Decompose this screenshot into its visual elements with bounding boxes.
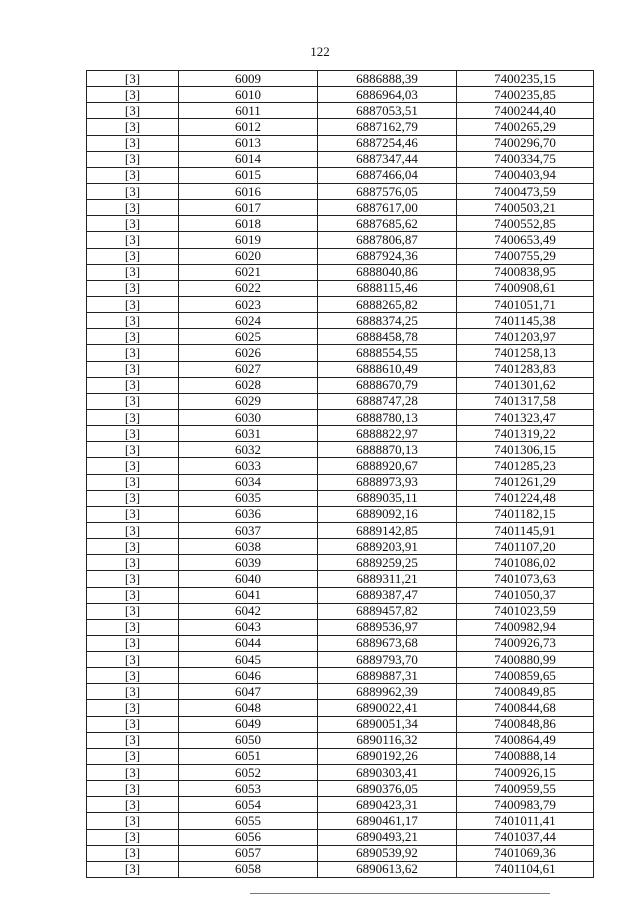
section-ref-cell: [3] — [87, 232, 179, 248]
y-coordinate-cell: 7401104,61 — [457, 861, 594, 877]
section-ref-cell: [3] — [87, 345, 179, 361]
point-number-cell: 6057 — [179, 845, 318, 861]
y-coordinate-cell: 7400403,94 — [457, 167, 594, 183]
x-coordinate-cell: 6890539,92 — [318, 845, 457, 861]
y-coordinate-cell: 7400983,79 — [457, 797, 594, 813]
section-ref-cell: [3] — [87, 409, 179, 425]
x-coordinate-cell: 6888554,55 — [318, 345, 457, 361]
section-ref-cell: [3] — [87, 619, 179, 635]
y-coordinate-cell: 7400244,40 — [457, 103, 594, 119]
section-ref-cell: [3] — [87, 280, 179, 296]
section-ref-cell: [3] — [87, 539, 179, 555]
y-coordinate-cell: 7401224,48 — [457, 490, 594, 506]
footer-rule — [250, 893, 550, 894]
section-ref-cell: [3] — [87, 716, 179, 732]
y-coordinate-cell: 7401050,37 — [457, 587, 594, 603]
section-ref-cell: [3] — [87, 313, 179, 329]
x-coordinate-cell: 6889887,31 — [318, 668, 457, 684]
x-coordinate-cell: 6888610,49 — [318, 361, 457, 377]
table-row — [87, 345, 594, 361]
point-number-cell: 6037 — [179, 522, 318, 538]
table-row — [87, 329, 594, 345]
point-number-cell: 6034 — [179, 474, 318, 490]
table-row — [87, 571, 594, 587]
y-coordinate-cell: 7400265,29 — [457, 119, 594, 135]
point-number-cell: 6030 — [179, 409, 318, 425]
point-number-cell: 6053 — [179, 781, 318, 797]
y-coordinate-cell: 7401317,58 — [457, 393, 594, 409]
section-ref-cell: [3] — [87, 361, 179, 377]
point-number-cell: 6036 — [179, 506, 318, 522]
x-coordinate-cell: 6888822,97 — [318, 426, 457, 442]
y-coordinate-cell: 7400235,15 — [457, 71, 594, 87]
table-row — [87, 539, 594, 555]
y-coordinate-cell: 7401323,47 — [457, 409, 594, 425]
y-coordinate-cell: 7400888,14 — [457, 748, 594, 764]
table-row — [87, 167, 594, 183]
table-row — [87, 635, 594, 651]
section-ref-cell: [3] — [87, 829, 179, 845]
x-coordinate-cell: 6890376,05 — [318, 781, 457, 797]
x-coordinate-cell: 6890493,21 — [318, 829, 457, 845]
x-coordinate-cell: 6889203,91 — [318, 539, 457, 555]
x-coordinate-cell: 6888458,78 — [318, 329, 457, 345]
y-coordinate-cell: 7401107,20 — [457, 539, 594, 555]
y-coordinate-cell: 7400982,94 — [457, 619, 594, 635]
y-coordinate-cell: 7400296,70 — [457, 135, 594, 151]
y-coordinate-cell: 7400880,99 — [457, 652, 594, 668]
table-row — [87, 716, 594, 732]
table-row — [87, 232, 594, 248]
point-number-cell: 6048 — [179, 700, 318, 716]
table-row — [87, 813, 594, 829]
y-coordinate-cell: 7401301,62 — [457, 377, 594, 393]
section-ref-cell: [3] — [87, 216, 179, 232]
section-ref-cell: [3] — [87, 296, 179, 312]
y-coordinate-cell: 7400838,95 — [457, 264, 594, 280]
y-coordinate-cell: 7400473,59 — [457, 183, 594, 199]
point-number-cell: 6017 — [179, 200, 318, 216]
y-coordinate-cell: 7401069,36 — [457, 845, 594, 861]
section-ref-cell: [3] — [87, 571, 179, 587]
table-row — [87, 781, 594, 797]
table-row — [87, 361, 594, 377]
point-number-cell: 6023 — [179, 296, 318, 312]
table-row — [87, 393, 594, 409]
section-ref-cell: [3] — [87, 522, 179, 538]
point-number-cell: 6045 — [179, 652, 318, 668]
x-coordinate-cell: 6888040,86 — [318, 264, 457, 280]
x-coordinate-cell: 6887617,00 — [318, 200, 457, 216]
x-coordinate-cell: 6887576,05 — [318, 183, 457, 199]
point-number-cell: 6018 — [179, 216, 318, 232]
x-coordinate-cell: 6888973,93 — [318, 474, 457, 490]
table-row — [87, 845, 594, 861]
section-ref-cell: [3] — [87, 119, 179, 135]
point-number-cell: 6056 — [179, 829, 318, 845]
table-row — [87, 458, 594, 474]
section-ref-cell: [3] — [87, 555, 179, 571]
y-coordinate-cell: 7400864,49 — [457, 732, 594, 748]
table-row — [87, 668, 594, 684]
section-ref-cell: [3] — [87, 765, 179, 781]
section-ref-cell: [3] — [87, 587, 179, 603]
x-coordinate-cell: 6889673,68 — [318, 635, 457, 651]
table-row — [87, 506, 594, 522]
table-row — [87, 151, 594, 167]
y-coordinate-cell: 7400848,86 — [457, 716, 594, 732]
section-ref-cell: [3] — [87, 167, 179, 183]
y-coordinate-cell: 7400334,75 — [457, 151, 594, 167]
y-coordinate-cell: 7401145,91 — [457, 522, 594, 538]
section-ref-cell: [3] — [87, 71, 179, 87]
table-row — [87, 296, 594, 312]
table-row — [87, 280, 594, 296]
section-ref-cell: [3] — [87, 377, 179, 393]
table-row — [87, 555, 594, 571]
x-coordinate-cell: 6889962,39 — [318, 684, 457, 700]
point-number-cell: 6016 — [179, 183, 318, 199]
table-row — [87, 861, 594, 877]
point-number-cell: 6044 — [179, 635, 318, 651]
y-coordinate-cell: 7400844,68 — [457, 700, 594, 716]
x-coordinate-cell: 6887924,36 — [318, 248, 457, 264]
y-coordinate-cell: 7400755,29 — [457, 248, 594, 264]
point-number-cell: 6021 — [179, 264, 318, 280]
point-number-cell: 6026 — [179, 345, 318, 361]
table-row — [87, 684, 594, 700]
y-coordinate-cell: 7401203,97 — [457, 329, 594, 345]
x-coordinate-cell: 6889259,25 — [318, 555, 457, 571]
x-coordinate-cell: 6889793,70 — [318, 652, 457, 668]
point-number-cell: 6046 — [179, 668, 318, 684]
table-row — [87, 377, 594, 393]
section-ref-cell: [3] — [87, 603, 179, 619]
y-coordinate-cell: 7401037,44 — [457, 829, 594, 845]
table-row — [87, 103, 594, 119]
point-number-cell: 6031 — [179, 426, 318, 442]
x-coordinate-cell: 6890613,62 — [318, 861, 457, 877]
y-coordinate-cell: 7401319,22 — [457, 426, 594, 442]
section-ref-cell: [3] — [87, 684, 179, 700]
x-coordinate-cell: 6887053,51 — [318, 103, 457, 119]
y-coordinate-cell: 7401182,15 — [457, 506, 594, 522]
y-coordinate-cell: 7400926,73 — [457, 635, 594, 651]
y-coordinate-cell: 7401283,83 — [457, 361, 594, 377]
point-number-cell: 6022 — [179, 280, 318, 296]
table-row — [87, 732, 594, 748]
y-coordinate-cell: 7401261,29 — [457, 474, 594, 490]
section-ref-cell: [3] — [87, 200, 179, 216]
page-number: 122 — [310, 44, 330, 59]
section-ref-cell: [3] — [87, 103, 179, 119]
section-ref-cell: [3] — [87, 135, 179, 151]
table-row — [87, 313, 594, 329]
section-ref-cell: [3] — [87, 87, 179, 103]
section-ref-cell: [3] — [87, 813, 179, 829]
table-row — [87, 619, 594, 635]
section-ref-cell: [3] — [87, 748, 179, 764]
point-number-cell: 6054 — [179, 797, 318, 813]
section-ref-cell: [3] — [87, 732, 179, 748]
table-row — [87, 797, 594, 813]
section-ref-cell: [3] — [87, 264, 179, 280]
table-row — [87, 490, 594, 506]
y-coordinate-cell: 7401011,41 — [457, 813, 594, 829]
point-number-cell: 6035 — [179, 490, 318, 506]
y-coordinate-cell: 7400503,21 — [457, 200, 594, 216]
x-coordinate-cell: 6887162,79 — [318, 119, 457, 135]
point-number-cell: 6043 — [179, 619, 318, 635]
x-coordinate-cell: 6886888,39 — [318, 71, 457, 87]
y-coordinate-cell: 7400959,55 — [457, 781, 594, 797]
x-coordinate-cell: 6890116,32 — [318, 732, 457, 748]
table-row — [87, 442, 594, 458]
section-ref-cell: [3] — [87, 151, 179, 167]
section-ref-cell: [3] — [87, 861, 179, 877]
point-number-cell: 6019 — [179, 232, 318, 248]
x-coordinate-cell: 6888870,13 — [318, 442, 457, 458]
y-coordinate-cell: 7400552,85 — [457, 216, 594, 232]
table-row — [87, 748, 594, 764]
table-row — [87, 765, 594, 781]
table-row — [87, 603, 594, 619]
table-row — [87, 474, 594, 490]
x-coordinate-cell: 6888265,82 — [318, 296, 457, 312]
x-coordinate-cell: 6890461,17 — [318, 813, 457, 829]
point-number-cell: 6029 — [179, 393, 318, 409]
table-row — [87, 248, 594, 264]
section-ref-cell: [3] — [87, 442, 179, 458]
x-coordinate-cell: 6888747,28 — [318, 393, 457, 409]
section-ref-cell: [3] — [87, 474, 179, 490]
x-coordinate-cell: 6887685,62 — [318, 216, 457, 232]
point-number-cell: 6041 — [179, 587, 318, 603]
y-coordinate-cell: 7401145,38 — [457, 313, 594, 329]
point-number-cell: 6033 — [179, 458, 318, 474]
table-row — [87, 183, 594, 199]
table-row — [87, 652, 594, 668]
coordinates-table-body — [87, 71, 594, 878]
x-coordinate-cell: 6887466,04 — [318, 167, 457, 183]
x-coordinate-cell: 6888374,25 — [318, 313, 457, 329]
section-ref-cell: [3] — [87, 700, 179, 716]
section-ref-cell: [3] — [87, 781, 179, 797]
y-coordinate-cell: 7401258,13 — [457, 345, 594, 361]
table-row — [87, 426, 594, 442]
x-coordinate-cell: 6888780,13 — [318, 409, 457, 425]
table-row — [87, 87, 594, 103]
point-number-cell: 6055 — [179, 813, 318, 829]
point-number-cell: 6049 — [179, 716, 318, 732]
coordinates-table — [86, 70, 594, 878]
point-number-cell: 6009 — [179, 71, 318, 87]
x-coordinate-cell: 6889311,21 — [318, 571, 457, 587]
point-number-cell: 6042 — [179, 603, 318, 619]
point-number-cell: 6047 — [179, 684, 318, 700]
x-coordinate-cell: 6889035,11 — [318, 490, 457, 506]
point-number-cell: 6014 — [179, 151, 318, 167]
section-ref-cell: [3] — [87, 652, 179, 668]
x-coordinate-cell: 6888920,67 — [318, 458, 457, 474]
point-number-cell: 6012 — [179, 119, 318, 135]
section-ref-cell: [3] — [87, 329, 179, 345]
table-row — [87, 829, 594, 845]
point-number-cell: 6011 — [179, 103, 318, 119]
point-number-cell: 6015 — [179, 167, 318, 183]
section-ref-cell: [3] — [87, 458, 179, 474]
section-ref-cell: [3] — [87, 393, 179, 409]
section-ref-cell: [3] — [87, 668, 179, 684]
x-coordinate-cell: 6886964,03 — [318, 87, 457, 103]
y-coordinate-cell: 7401051,71 — [457, 296, 594, 312]
table-row — [87, 700, 594, 716]
table-row — [87, 522, 594, 538]
point-number-cell: 6040 — [179, 571, 318, 587]
section-ref-cell: [3] — [87, 183, 179, 199]
x-coordinate-cell: 6887254,46 — [318, 135, 457, 151]
point-number-cell: 6051 — [179, 748, 318, 764]
point-number-cell: 6039 — [179, 555, 318, 571]
section-ref-cell: [3] — [87, 797, 179, 813]
y-coordinate-cell: 7400859,65 — [457, 668, 594, 684]
point-number-cell: 6024 — [179, 313, 318, 329]
table-row — [87, 200, 594, 216]
point-number-cell: 6050 — [179, 732, 318, 748]
point-number-cell: 6028 — [179, 377, 318, 393]
y-coordinate-cell: 7401086,02 — [457, 555, 594, 571]
point-number-cell: 6027 — [179, 361, 318, 377]
point-number-cell: 6010 — [179, 87, 318, 103]
point-number-cell: 6052 — [179, 765, 318, 781]
table-row — [87, 587, 594, 603]
x-coordinate-cell: 6890051,34 — [318, 716, 457, 732]
table-row — [87, 216, 594, 232]
y-coordinate-cell: 7400926,15 — [457, 765, 594, 781]
x-coordinate-cell: 6889457,82 — [318, 603, 457, 619]
x-coordinate-cell: 6888670,79 — [318, 377, 457, 393]
point-number-cell: 6038 — [179, 539, 318, 555]
x-coordinate-cell: 6889387,47 — [318, 587, 457, 603]
x-coordinate-cell: 6887806,87 — [318, 232, 457, 248]
x-coordinate-cell: 6890423,31 — [318, 797, 457, 813]
x-coordinate-cell: 6890022,41 — [318, 700, 457, 716]
point-number-cell: 6020 — [179, 248, 318, 264]
x-coordinate-cell: 6889142,85 — [318, 522, 457, 538]
table-row — [87, 135, 594, 151]
y-coordinate-cell: 7401306,15 — [457, 442, 594, 458]
point-number-cell: 6032 — [179, 442, 318, 458]
y-coordinate-cell: 7400849,85 — [457, 684, 594, 700]
x-coordinate-cell: 6887347,44 — [318, 151, 457, 167]
x-coordinate-cell: 6889536,97 — [318, 619, 457, 635]
table-row — [87, 71, 594, 87]
point-number-cell: 6058 — [179, 861, 318, 877]
section-ref-cell: [3] — [87, 426, 179, 442]
x-coordinate-cell: 6890192,26 — [318, 748, 457, 764]
y-coordinate-cell: 7401073,63 — [457, 571, 594, 587]
y-coordinate-cell: 7400235,85 — [457, 87, 594, 103]
y-coordinate-cell: 7400653,49 — [457, 232, 594, 248]
x-coordinate-cell: 6888115,46 — [318, 280, 457, 296]
section-ref-cell: [3] — [87, 490, 179, 506]
y-coordinate-cell: 7400908,61 — [457, 280, 594, 296]
table-row — [87, 264, 594, 280]
table-row — [87, 409, 594, 425]
table-row — [87, 119, 594, 135]
section-ref-cell: [3] — [87, 635, 179, 651]
y-coordinate-cell: 7401285,23 — [457, 458, 594, 474]
section-ref-cell: [3] — [87, 845, 179, 861]
section-ref-cell: [3] — [87, 506, 179, 522]
y-coordinate-cell: 7401023,59 — [457, 603, 594, 619]
point-number-cell: 6013 — [179, 135, 318, 151]
section-ref-cell: [3] — [87, 248, 179, 264]
x-coordinate-cell: 6889092,16 — [318, 506, 457, 522]
x-coordinate-cell: 6890303,41 — [318, 765, 457, 781]
point-number-cell: 6025 — [179, 329, 318, 345]
